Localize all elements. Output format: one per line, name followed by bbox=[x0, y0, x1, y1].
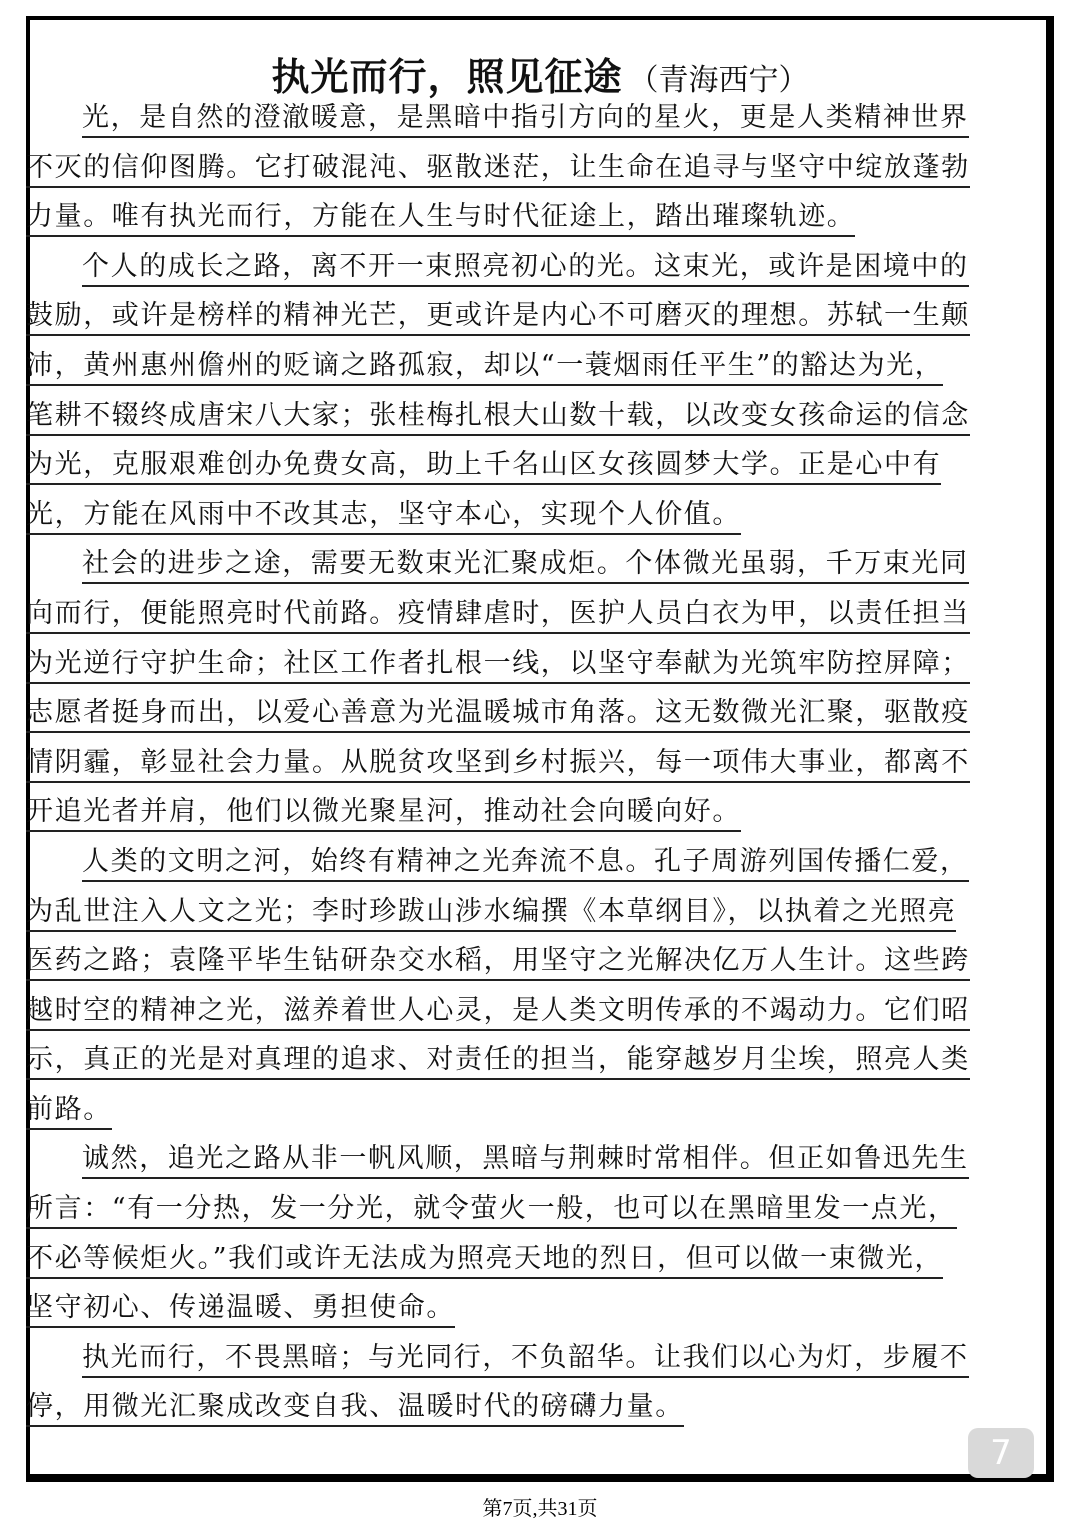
paragraph bbox=[26, 94, 984, 243]
page-footer: 第7页,共31页 bbox=[482, 1498, 598, 1520]
line-text: 坚守初心、传递温暖、勇担使命。 bbox=[26, 1292, 455, 1328]
line-text: 不必等候炬火。”我们或许无法成为照亮天地的烈日，但可以做一束微光， bbox=[26, 1243, 943, 1279]
line-text: 人类的文明之河，始终有精神之光奔流不息。孔子周游列国传播仁爱， bbox=[82, 846, 969, 882]
text-line bbox=[26, 94, 984, 144]
line-text: 情阴霾，彰显社会力量。从脱贫攻坚到乡村振兴，每一项伟大事业，都离不 bbox=[26, 747, 970, 783]
line-text: 为光逆行守护生命；社区工作者扎根一线，以坚守奉献为光筑牢防控屏障； bbox=[26, 648, 970, 684]
line-text: 诚然，追光之路从非一帆风顺，黑暗与荆棘时常相伴。但正如鲁迅先生 bbox=[82, 1143, 969, 1179]
line-text: 示，真正的光是对真理的追求、对责任的担当，能穿越岁月尘埃，照亮人类 bbox=[26, 1044, 970, 1080]
text-line bbox=[26, 739, 984, 789]
text-line bbox=[26, 1185, 984, 1235]
line-text: 笔耕不辍终成唐宋八大家；张桂梅扎根大山数十载，以改变女孩命运的信念 bbox=[26, 400, 970, 436]
essay-body bbox=[26, 94, 984, 1433]
line-text: 所言：“有一分热，发一分光，就令萤火一般，也可以在黑暗里发一点光， bbox=[26, 1193, 957, 1229]
text-line bbox=[26, 540, 984, 590]
line-text: 越时空的精神之光，滋养着世人心灵，是人类文明传承的不竭动力。它们昭 bbox=[26, 995, 970, 1031]
text-line bbox=[26, 243, 984, 293]
paragraph bbox=[26, 838, 984, 1136]
line-text: 鼓励，或许是榜样的精神光芒，更或许是内心不可磨灭的理想。苏轼一生颠 bbox=[26, 300, 970, 336]
line-text: 向而行，便能照亮时代前路。疫情肆虐时，医护人员白衣为甲，以责任担当 bbox=[26, 598, 970, 634]
text-line bbox=[26, 1036, 984, 1086]
line-text: 志愿者挺身而出，以爱心善意为光温暖城市角落。这无数微光汇聚，驱散疫 bbox=[26, 697, 970, 733]
paragraph bbox=[26, 243, 984, 541]
title-main: 执光而行，照见征途 bbox=[271, 54, 623, 99]
text-line bbox=[26, 1086, 984, 1136]
line-text: 为光，克服艰难创办免费女高，助上千名山区女孩圆梦大学。正是心中有 bbox=[26, 449, 941, 485]
text-line bbox=[26, 937, 984, 987]
line-text: 不灭的信仰图腾。它打破混沌、驱散迷茫，让生命在追寻与坚守中绽放蓬勃 bbox=[26, 152, 970, 188]
text-line bbox=[26, 838, 984, 888]
text-line bbox=[26, 689, 984, 739]
text-line bbox=[26, 1235, 984, 1285]
line-text: 为乱世注入人文之光；李时珍跋山涉水编撰《本草纲目》，以执着之光照亮 bbox=[26, 896, 956, 932]
line-text: 沛，黄州惠州儋州的贬谪之路孤寂，却以“一蓑烟雨任平生”的豁达为光， bbox=[26, 350, 943, 386]
text-line bbox=[26, 788, 984, 838]
text-line bbox=[26, 392, 984, 442]
paragraph bbox=[26, 1135, 984, 1333]
line-text: 光，方能在风雨中不改其志，坚守本心，实现个人价值。 bbox=[26, 499, 741, 535]
text-line bbox=[26, 640, 984, 690]
text-line bbox=[26, 144, 984, 194]
essay-title bbox=[30, 46, 1050, 101]
line-text: 前路。 bbox=[26, 1094, 112, 1130]
text-line bbox=[26, 590, 984, 640]
line-text: 社会的进步之途，需要无数束光汇聚成炬。个体微光虽弱，千万束光同 bbox=[82, 548, 969, 584]
text-line bbox=[26, 491, 984, 541]
page-number-badge: 7 bbox=[968, 1428, 1034, 1478]
line-text: 停，用微光汇聚成改变自我、温暖时代的磅礴力量。 bbox=[26, 1391, 684, 1427]
line-text: 医药之路；袁隆平毕生钻研杂交水稻，用坚守之光解决亿万人生计。这些跨 bbox=[26, 945, 970, 981]
text-line bbox=[26, 888, 984, 938]
line-text: 个人的成长之路，离不开一束照亮初心的光。这束光，或许是困境中的 bbox=[82, 251, 969, 287]
text-line bbox=[26, 1284, 984, 1334]
text-line bbox=[26, 1135, 984, 1185]
paragraph bbox=[26, 1334, 984, 1433]
line-text: 开追光者并肩，他们以微光聚星河，推动社会向暖向好。 bbox=[26, 796, 741, 832]
text-line bbox=[26, 292, 984, 342]
text-line bbox=[26, 1383, 984, 1433]
title-location: （青海西宁） bbox=[628, 63, 809, 98]
text-line bbox=[26, 441, 984, 491]
text-line bbox=[26, 1334, 984, 1384]
line-text: 执光而行，不畏黑暗；与光同行，不负韶华。让我们以心为灯，步履不 bbox=[82, 1342, 969, 1378]
line-text: 力量。唯有执光而行，方能在人生与时代征途上，踏出璀璨轨迹。 bbox=[26, 201, 855, 237]
text-line bbox=[26, 193, 984, 243]
line-text: 光，是自然的澄澈暖意，是黑暗中指引方向的星火，更是人类精神世界 bbox=[82, 102, 969, 138]
text-line bbox=[26, 342, 984, 392]
paragraph bbox=[26, 540, 984, 838]
text-line bbox=[26, 987, 984, 1037]
